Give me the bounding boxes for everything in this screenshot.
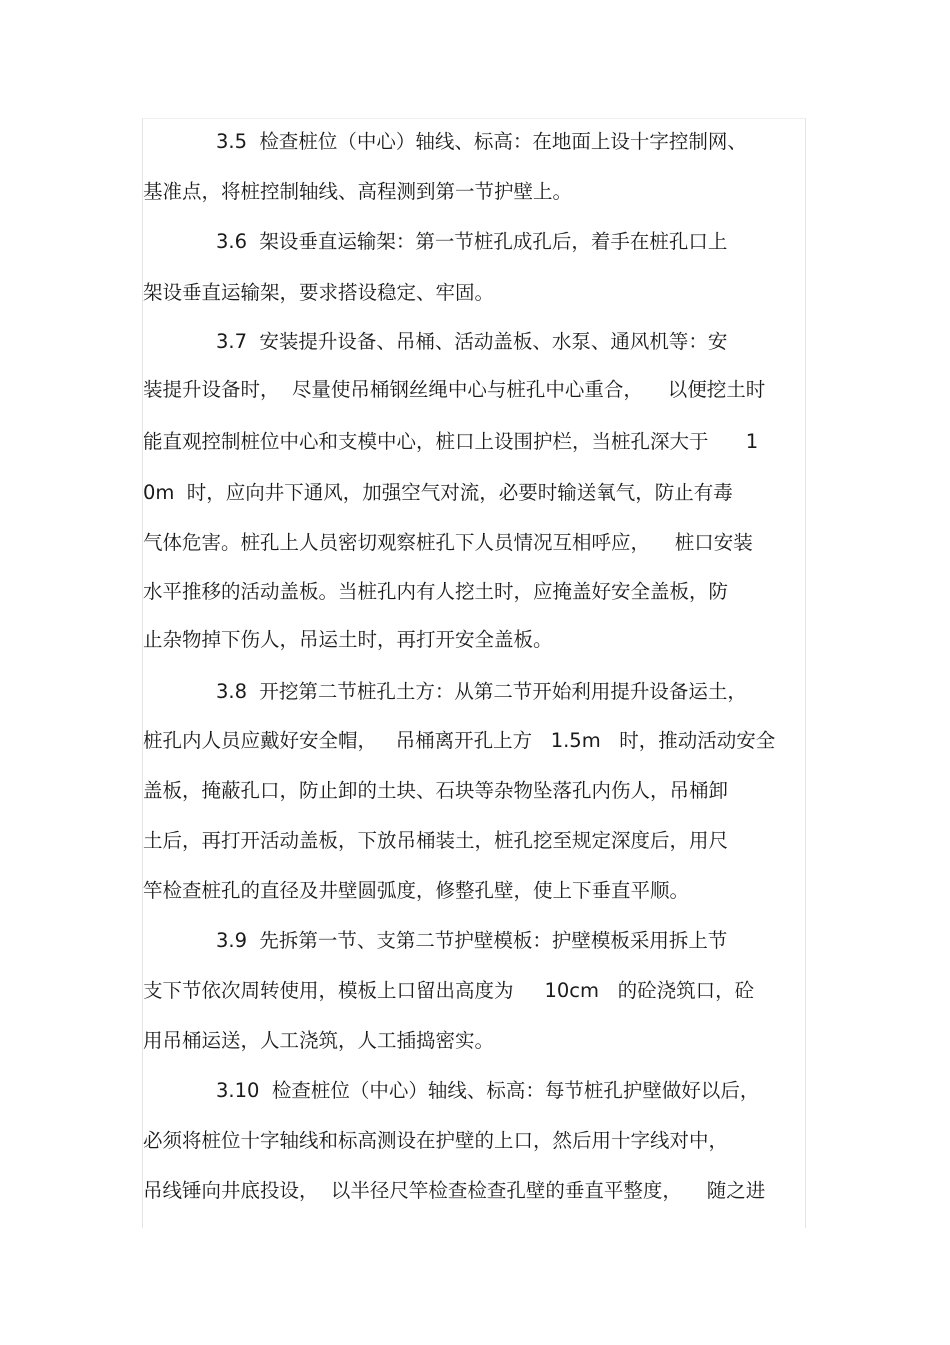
text-line-3-5-heading: 3.5 检查桩位（中心）轴线、标高：在地面上设十字控制网、 [216, 130, 747, 153]
text-line: 气体危害。桩孔上人员密切观察桩孔下人员情况互相呼应， 桩口安装 [143, 531, 753, 554]
text-line: 基准点，将桩控制轴线、高程测到第一节护壁上。 [143, 180, 573, 203]
text-line: 0m 时，应向井下通风，加强空气对流，必要时输送氧气，防止有毒 [143, 481, 733, 504]
text-line: 桩孔内人员应戴好安全帽， 吊桶离开孔上方 1.5m 时，推动活动安全 [143, 729, 776, 752]
text-line: 用吊桶运送，人工浇筑，人工插捣密实。 [143, 1029, 495, 1052]
text-line: 吊线锤向井底投设， 以半径尺竿检查检查孔壁的垂直平整度， 随之进 [143, 1179, 766, 1202]
text-line-3-10-heading: 3.10 检查桩位（中心）轴线、标高：每节桩孔护壁做好以后， [216, 1079, 760, 1102]
text-line: 竿检查桩孔的直径及井壁圆弧度，修整孔壁，使上下垂直平顺。 [143, 879, 690, 902]
text-line: 止杂物掉下伤人，吊运土时，再打开安全盖板。 [143, 628, 553, 651]
text-line: 必须将桩位十字轴线和标高测设在护壁的上口，然后用十字线对中， [143, 1129, 729, 1152]
text-line: 支下节依次周转使用，模板上口留出高度为 10cm 的砼浇筑口，砼 [143, 979, 755, 1002]
text-line-3-9-heading: 3.9 先拆第一节、支第二节护壁模板：护壁模板采用拆上节 [216, 929, 728, 952]
text-line: 能直观控制桩位中心和支模中心，桩口上设围护栏，当桩孔深大于 1 [143, 430, 759, 453]
text-line: 架设垂直运输架，要求搭设稳定、牢固。 [143, 281, 495, 304]
text-line-3-7-heading: 3.7 安装提升设备、吊桶、活动盖板、水泵、通风机等：安 [216, 330, 728, 353]
text-line: 盖板，掩蔽孔口，防止卸的土块、石块等杂物坠落孔内伤人，吊桶卸 [143, 779, 729, 802]
text-line-3-6-heading: 3.6 架设垂直运输架：第一节桩孔成孔后，着手在桩孔口上 [216, 230, 728, 253]
text-line-3-8-heading: 3.8 开挖第二节桩孔土方：从第二节开始利用提升设备运土， [216, 680, 747, 703]
text-line: 水平推移的活动盖板。当桩孔内有人挖土时，应掩盖好安全盖板，防 [143, 580, 729, 603]
text-line: 土后，再打开活动盖板，下放吊桶装土，桩孔挖至规定深度后，用尺 [143, 829, 729, 852]
text-line: 装提升设备时， 尽量使吊桶钢丝绳中心与桩孔中心重合， 以便挖土时 [143, 378, 766, 401]
